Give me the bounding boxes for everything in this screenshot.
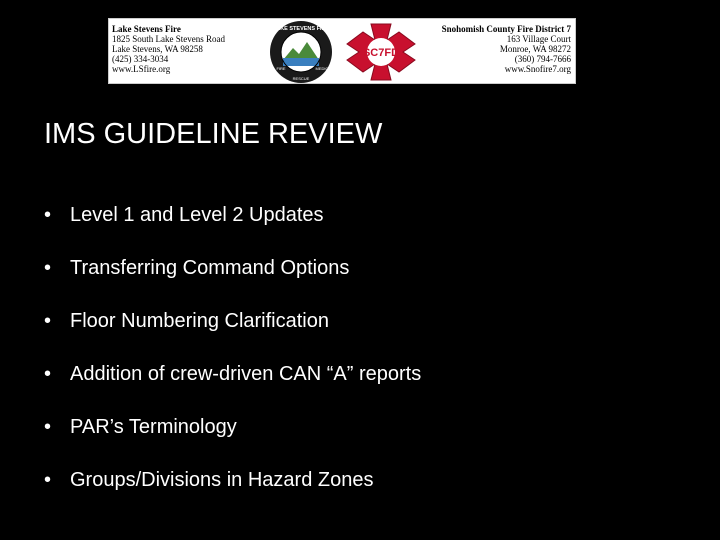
seal-text: FIRE xyxy=(276,66,286,71)
phone: (360) 794-7666 xyxy=(514,54,571,64)
bullet-text: Addition of crew-driven CAN “A” reports xyxy=(70,363,422,385)
phone: (425) 334-3034 xyxy=(112,54,169,64)
address-line: 1825 South Lake Stevens Road xyxy=(112,34,225,44)
bullet-text: PAR’s Terminology xyxy=(70,416,237,438)
bullet-text: Floor Numbering Clarification xyxy=(70,310,329,332)
bullet-text: Transferring Command Options xyxy=(70,257,350,279)
bullet-dot: • xyxy=(44,310,52,332)
slide-title: IMS GUIDELINE REVIEW xyxy=(44,118,383,150)
address-line: Monroe, WA 98272 xyxy=(499,44,571,54)
address-line: 163 Village Court xyxy=(506,34,571,44)
bullet-item xyxy=(44,257,421,310)
bullet-dot: • xyxy=(44,204,52,226)
seal-text: LAKE STEVENS FIRE xyxy=(272,26,330,32)
seal-text: SC7FD xyxy=(362,47,400,59)
website: www.LSfire.org xyxy=(112,64,171,74)
bullet-dot: • xyxy=(44,469,52,491)
bullet-item xyxy=(44,363,421,416)
lake-stevens-contact xyxy=(112,24,225,74)
seal-text: RESCUE xyxy=(292,76,310,81)
bullet-item xyxy=(44,204,421,257)
bullet-text: Groups/Divisions in Hazard Zones xyxy=(70,469,374,491)
bullet-dot: • xyxy=(44,257,52,279)
bullet-dot: • xyxy=(44,363,52,385)
org-name: Lake Stevens Fire xyxy=(112,24,181,34)
seal-text: 1946 xyxy=(296,66,306,71)
bullet-text: Level 1 and Level 2 Updates xyxy=(70,204,324,226)
bullet-dot: • xyxy=(44,416,52,438)
bullet-item xyxy=(44,416,421,469)
address-line: Lake Stevens, WA 98258 xyxy=(112,44,203,54)
maltese-cross-icon xyxy=(345,22,417,82)
seal-text: MEDIC xyxy=(315,66,329,71)
bullet-list xyxy=(44,204,421,522)
org-name: Snohomish County Fire District 7 xyxy=(441,24,571,34)
website: www.Snofire7.org xyxy=(504,64,571,74)
district-7-contact xyxy=(442,24,571,74)
bullet-item xyxy=(44,469,421,522)
header-banner xyxy=(108,18,576,84)
lake-stevens-fire-seal-icon xyxy=(269,20,333,84)
bullet-item xyxy=(44,310,421,363)
